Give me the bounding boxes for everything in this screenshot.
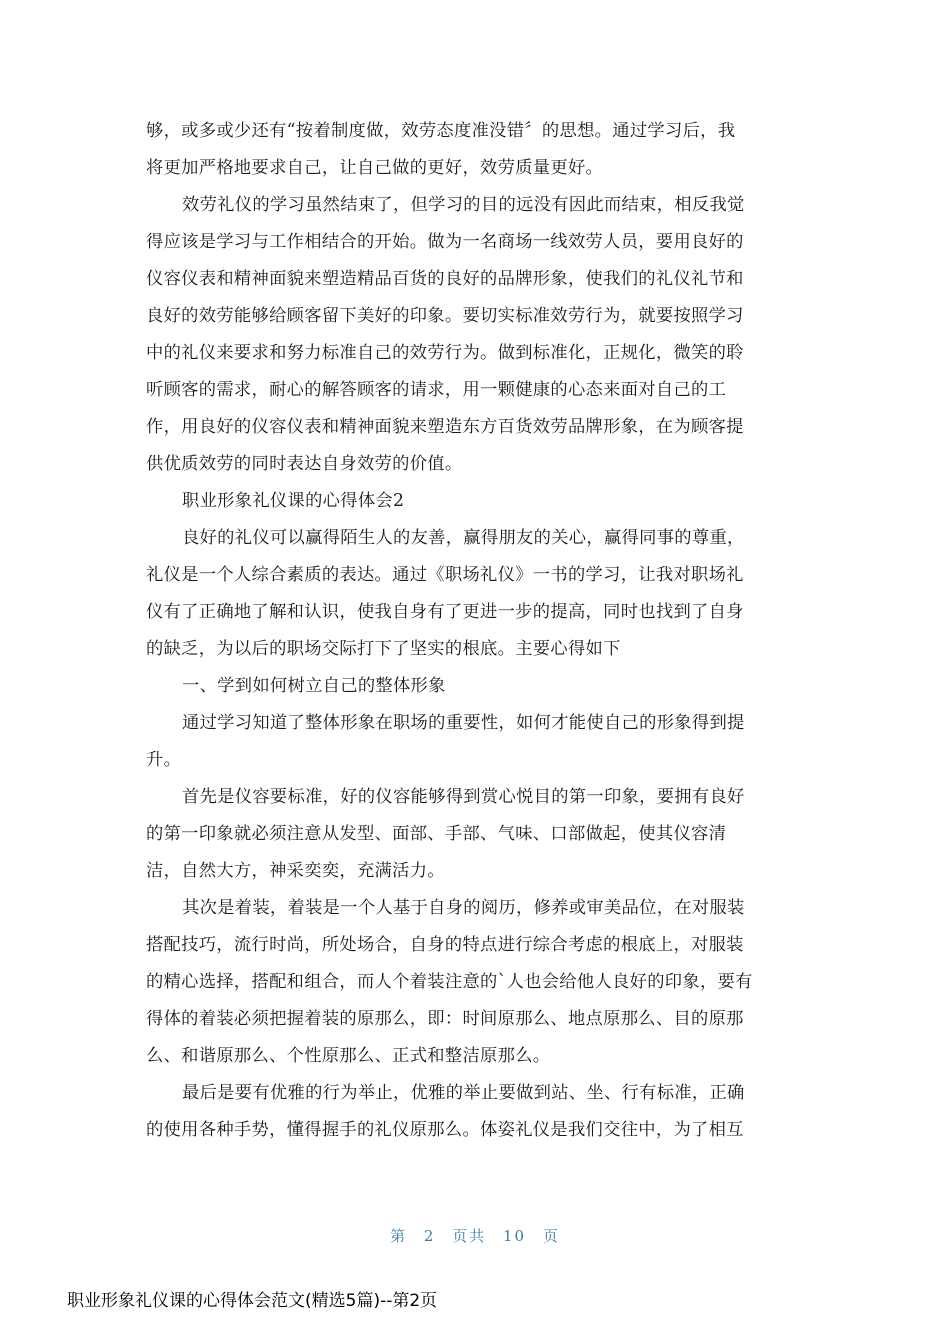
text-line: 得应该是学习与工作相结合的开始。做为一名商场一线效劳人员，要用良好的 [146,232,744,252]
text-line: 中的礼仪来要求和努力标准自己的效劳行为。做到标准化，正规化，微笑的聆 [146,343,744,363]
text-line: 的第一印象就必须注意从发型、面部、手部、气味、口部做起，使其仪容清 [146,824,727,844]
text-line: 仪有了正确地了解和认识，使我自身有了更进一步的提高，同时也找到了自身 [146,602,744,622]
document-title-footer: 职业形象礼仪课的心得体会范文(精选5篇)--第2页 [67,1291,438,1311]
text-line: 搭配技巧，流行时尚，所处场合，自身的特点进行综合考虑的根底上，对服装 [146,935,744,955]
text-line: 供优质效劳的同时表达自身效劳的价值。 [146,454,463,474]
text-line: 将更加严格地要求自己，让自己做的更好，效劳质量更好。 [146,158,604,178]
text-line: 的缺乏，为以后的职场交际打下了坚实的根底。主要心得如下 [146,639,621,659]
text-line: 效劳礼仪的学习虽然结束了，但学习的目的远没有因此而结束，相反我觉 [182,195,745,215]
text-line: 洁，自然大方，神采奕奕，充满活力。 [146,861,445,881]
text-line: 良好的效劳能够给顾客留下美好的印象。要切实标准效劳行为，就要按照学习 [146,306,744,326]
document-body [146,113,806,1149]
page-number-footer: 第 2 页共 10 页 [390,1227,560,1245]
text-line: 仪容仪表和精神面貌来塑造精品百货的良好的品牌形象，使我们的礼仪礼节和 [146,269,744,289]
text-line: 听顾客的需求，耐心的解答顾客的请求，用一颗健康的心态来面对自己的工 [146,380,727,400]
text-line: 礼仪是一个人综合素质的表达。通过《职场礼仪》一书的学习，让我对职场礼 [146,565,744,585]
text-line: 首先是仪容要标准，好的仪容能够得到赏心悦目的第一印象，要拥有良好 [182,787,745,807]
text-line: 升。 [146,750,182,770]
text-line: 的精心选择，搭配和组合，而人个着装注意的`人也会给他人良好的印象，要有 [146,972,753,992]
text-line: 职业形象礼仪课的心得体会2 [182,491,405,511]
text-line: 通过学习知道了整体形象在职场的重要性，如何才能使自己的形象得到提 [182,713,745,733]
text-line: 其次是着装，着装是一个人基于自身的阅历，修养或审美品位，在对服装 [182,898,745,918]
text-line: 么、和谐原那么、个性原那么、正式和整洁原那么。 [146,1046,551,1066]
text-line: 一、学到如何树立自己的整体形象 [182,676,446,696]
text-line: 作，用良好的仪容仪表和精神面貌来塑造东方百货效劳品牌形象，在为顾客提 [146,417,744,437]
text-line: 得体的着装必须把握着装的原那么，即：时间原那么、地点原那么、目的原那 [146,1009,744,1029]
text-line: 良好的礼仪可以赢得陌生人的友善，赢得朋友的关心，赢得同事的尊重， [182,528,745,548]
text-line: 够，或多或少还有“按着制度做，效劳态度准没错〞的思想。通过学习后，我 [146,121,736,141]
text-line: 最后是要有优雅的行为举止，优雅的举止要做到站、坐、行有标准，正确 [182,1083,745,1103]
text-line: 的使用各种手势，懂得握手的礼仪原那么。体姿礼仪是我们交往中，为了相互 [146,1120,744,1140]
